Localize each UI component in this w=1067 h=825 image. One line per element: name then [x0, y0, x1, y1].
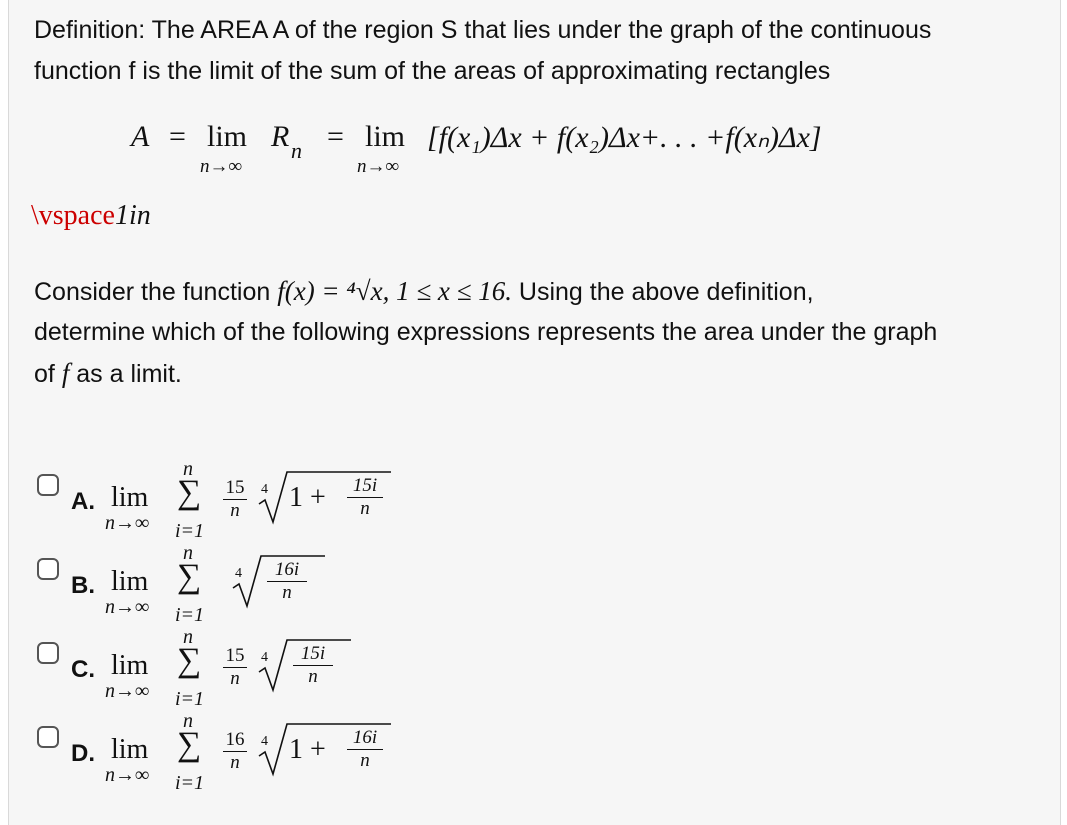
definition-line-1: Definition: The AREA A of the region S that lies under the graph of the continuous	[34, 16, 932, 44]
choice-c-root-index: 4	[261, 650, 268, 665]
question-line-3-var: f	[61, 358, 70, 388]
question-line-3	[34, 353, 182, 394]
formula-eq-2: =	[327, 120, 344, 153]
choice-b-lim-under: n→∞	[105, 596, 150, 618]
formula-lim-2-under: n→∞	[357, 156, 400, 177]
formula-lim-2: lim	[365, 120, 406, 153]
choice-d-inner-frac: 16i n	[347, 728, 383, 771]
choice-c[interactable]	[35, 626, 395, 722]
question-line-1-start: Consider the function	[34, 278, 271, 306]
choice-d-root-index: 4	[261, 734, 268, 749]
choice-c-sigma-icon: ∑	[177, 642, 202, 679]
choice-c-sum-bottom: i=1	[175, 688, 205, 710]
question-line-2: determine which of the following expressions represents the area under the graph	[34, 318, 938, 346]
choice-a-checkbox[interactable]	[37, 474, 59, 496]
choice-a-sum-top: n	[183, 458, 193, 480]
choice-a-sum-bottom: i=1	[175, 520, 205, 542]
choice-b-sigma-icon: ∑	[177, 558, 202, 595]
vspace-artifact	[31, 200, 151, 232]
choice-c-coef: 15 n	[223, 646, 247, 689]
vspace-command: \vspace	[31, 200, 115, 231]
choice-d-inner-const: 1 +	[289, 734, 326, 765]
choice-d[interactable]	[35, 710, 395, 806]
choice-a-inner-const: 1 +	[289, 482, 326, 513]
formula-rn-sub: n	[291, 138, 302, 163]
choice-a[interactable]	[35, 458, 395, 554]
choice-a-coef: 15 n	[223, 478, 247, 521]
formula-riemann-sum: [f(x₁)Δx + f(x₂)Δx+. . . +f(xₙ)Δx]	[427, 121, 822, 154]
definition-line-2: function f is the limit of the sum of the areas of approximating rectangles	[34, 57, 831, 85]
choice-b-inner-frac: 16i n	[267, 560, 307, 603]
choice-c-lim: lim	[111, 650, 149, 681]
choice-a-letter: A.	[71, 488, 95, 515]
choice-d-sum-bottom: i=1	[175, 772, 205, 794]
question-math: f(x) = ⁴√x, 1 ≤ x ≤ 16.	[277, 276, 512, 306]
question-line-3-start: of	[34, 360, 55, 388]
choice-d-checkbox[interactable]	[37, 726, 59, 748]
choice-a-sigma-icon: ∑	[177, 474, 202, 511]
choice-a-inner-frac: 15i n	[347, 476, 383, 519]
question-line-1-end: Using the above definition,	[518, 278, 814, 306]
formula-lim-1-under: n→∞	[200, 156, 243, 177]
choice-c-inner-frac: 15i n	[293, 644, 333, 687]
choice-c-checkbox[interactable]	[37, 642, 59, 664]
choice-d-letter: D.	[71, 740, 95, 767]
choice-c-letter: C.	[71, 656, 95, 683]
choice-c-lim-under: n→∞	[105, 680, 150, 702]
choice-d-coef: 16 n	[223, 730, 247, 773]
question-panel	[8, 0, 1061, 825]
choice-b-lim: lim	[111, 566, 149, 597]
choice-a-lim-under: n→∞	[105, 512, 150, 534]
formula-eq-1: =	[169, 120, 186, 153]
question-line-1	[34, 271, 814, 312]
choice-b-letter: B.	[71, 572, 95, 599]
formula-rn: R	[271, 120, 290, 153]
choice-b-sum-top: n	[183, 542, 193, 564]
choice-d-sigma-icon: ∑	[177, 726, 202, 763]
question-line-3-end: as a limit.	[76, 360, 182, 388]
vspace-arg: 1in	[114, 200, 151, 231]
choice-b-checkbox[interactable]	[37, 558, 59, 580]
choice-d-sum-top: n	[183, 710, 193, 732]
choice-b-root-index: 4	[235, 566, 242, 581]
choice-a-lim: lim	[111, 482, 149, 513]
choice-b[interactable]	[35, 542, 395, 638]
choice-b-sum-bottom: i=1	[175, 604, 205, 626]
choice-d-lim-under: n→∞	[105, 764, 150, 786]
choice-c-sum-top: n	[183, 626, 193, 648]
choice-d-lim: lim	[111, 734, 149, 765]
formula-a: A	[131, 120, 150, 153]
formula-lim-1: lim	[207, 120, 248, 153]
choice-a-root-index: 4	[261, 482, 268, 497]
